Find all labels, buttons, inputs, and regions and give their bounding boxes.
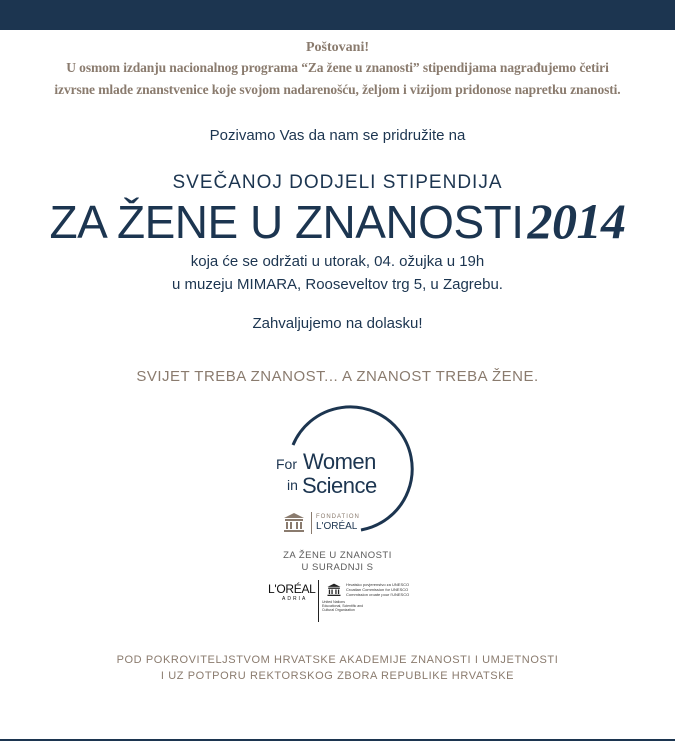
unesco-temple-icon bbox=[282, 512, 306, 532]
event-title bbox=[0, 193, 675, 249]
top-banner-bar bbox=[0, 0, 675, 30]
patronage-line-2: I UZ POTPORU REKTORSKOG ZBORA REPUBLIKE HRVATSKE bbox=[160, 670, 515, 682]
unesco-small-icon bbox=[326, 583, 342, 596]
logo-divider bbox=[311, 512, 312, 534]
partners-line-1: ZA ŽENE U ZNANOSTI bbox=[283, 550, 392, 561]
event-date: koja će se održati u utorak, 04. ožujka u 19h bbox=[190, 253, 485, 270]
logo-for: For bbox=[276, 456, 297, 472]
adria-label: ADRIA bbox=[282, 596, 308, 602]
logo-in: in bbox=[287, 477, 298, 493]
event-title-text: ZA ŽENE U ZNANOSTI bbox=[49, 196, 524, 248]
logo-women: Women bbox=[303, 449, 376, 474]
partners-line-2: U SURADNJI S bbox=[301, 562, 374, 573]
loreal-logo: L'ORÉAL bbox=[268, 582, 316, 596]
thanks-text: Zahvaljujemo na dolasku! bbox=[252, 315, 423, 332]
fondation-brand: L'ORÉAL bbox=[316, 521, 358, 532]
event-location: u muzeju MIMARA, Rooseveltov trg 5, u Zagrebu. bbox=[172, 276, 503, 293]
unesco-commission-text: Hrvatsko povjerenstvo za UNESCO Croatian Commission for UNESCO Commission croate pour l'UNESCO bbox=[346, 582, 410, 597]
greeting-line-2: izvrsne mlade znanstvenice koje svojom nadarenošću, željom i vizijom pridonose napretku znanosti. bbox=[54, 82, 621, 97]
logo-science: Science bbox=[302, 473, 377, 498]
salutation: Poštovani! bbox=[306, 40, 369, 55]
fondation-label: FONDATION bbox=[316, 514, 360, 520]
patronage-line-1: POD POKROVITELJSTVOM HRVATSKE AKADEMIJE ZNANOSTI I UMJETNOSTI bbox=[116, 654, 559, 666]
bottom-rule bbox=[0, 739, 675, 741]
unesco-org-text: United Nations Educational, Scientific and Cultural Organization bbox=[322, 600, 364, 613]
partner-divider bbox=[318, 580, 319, 622]
event-line: SVEČANOJ DODJELI STIPENDIJA bbox=[172, 172, 503, 193]
invitation-intro: Pozivamo Vas da nam se pridružite na bbox=[209, 127, 466, 144]
slogan: SVIJET TREBA ZNANOST... A ZNANOST TREBA ŽENE. bbox=[136, 368, 539, 385]
event-year: 2014 bbox=[527, 193, 626, 249]
greeting-line-1: U osmom izdanju nacionalnog programa “Za žene u znanosti” stipendijama nagrađujemo četiri bbox=[66, 60, 609, 75]
